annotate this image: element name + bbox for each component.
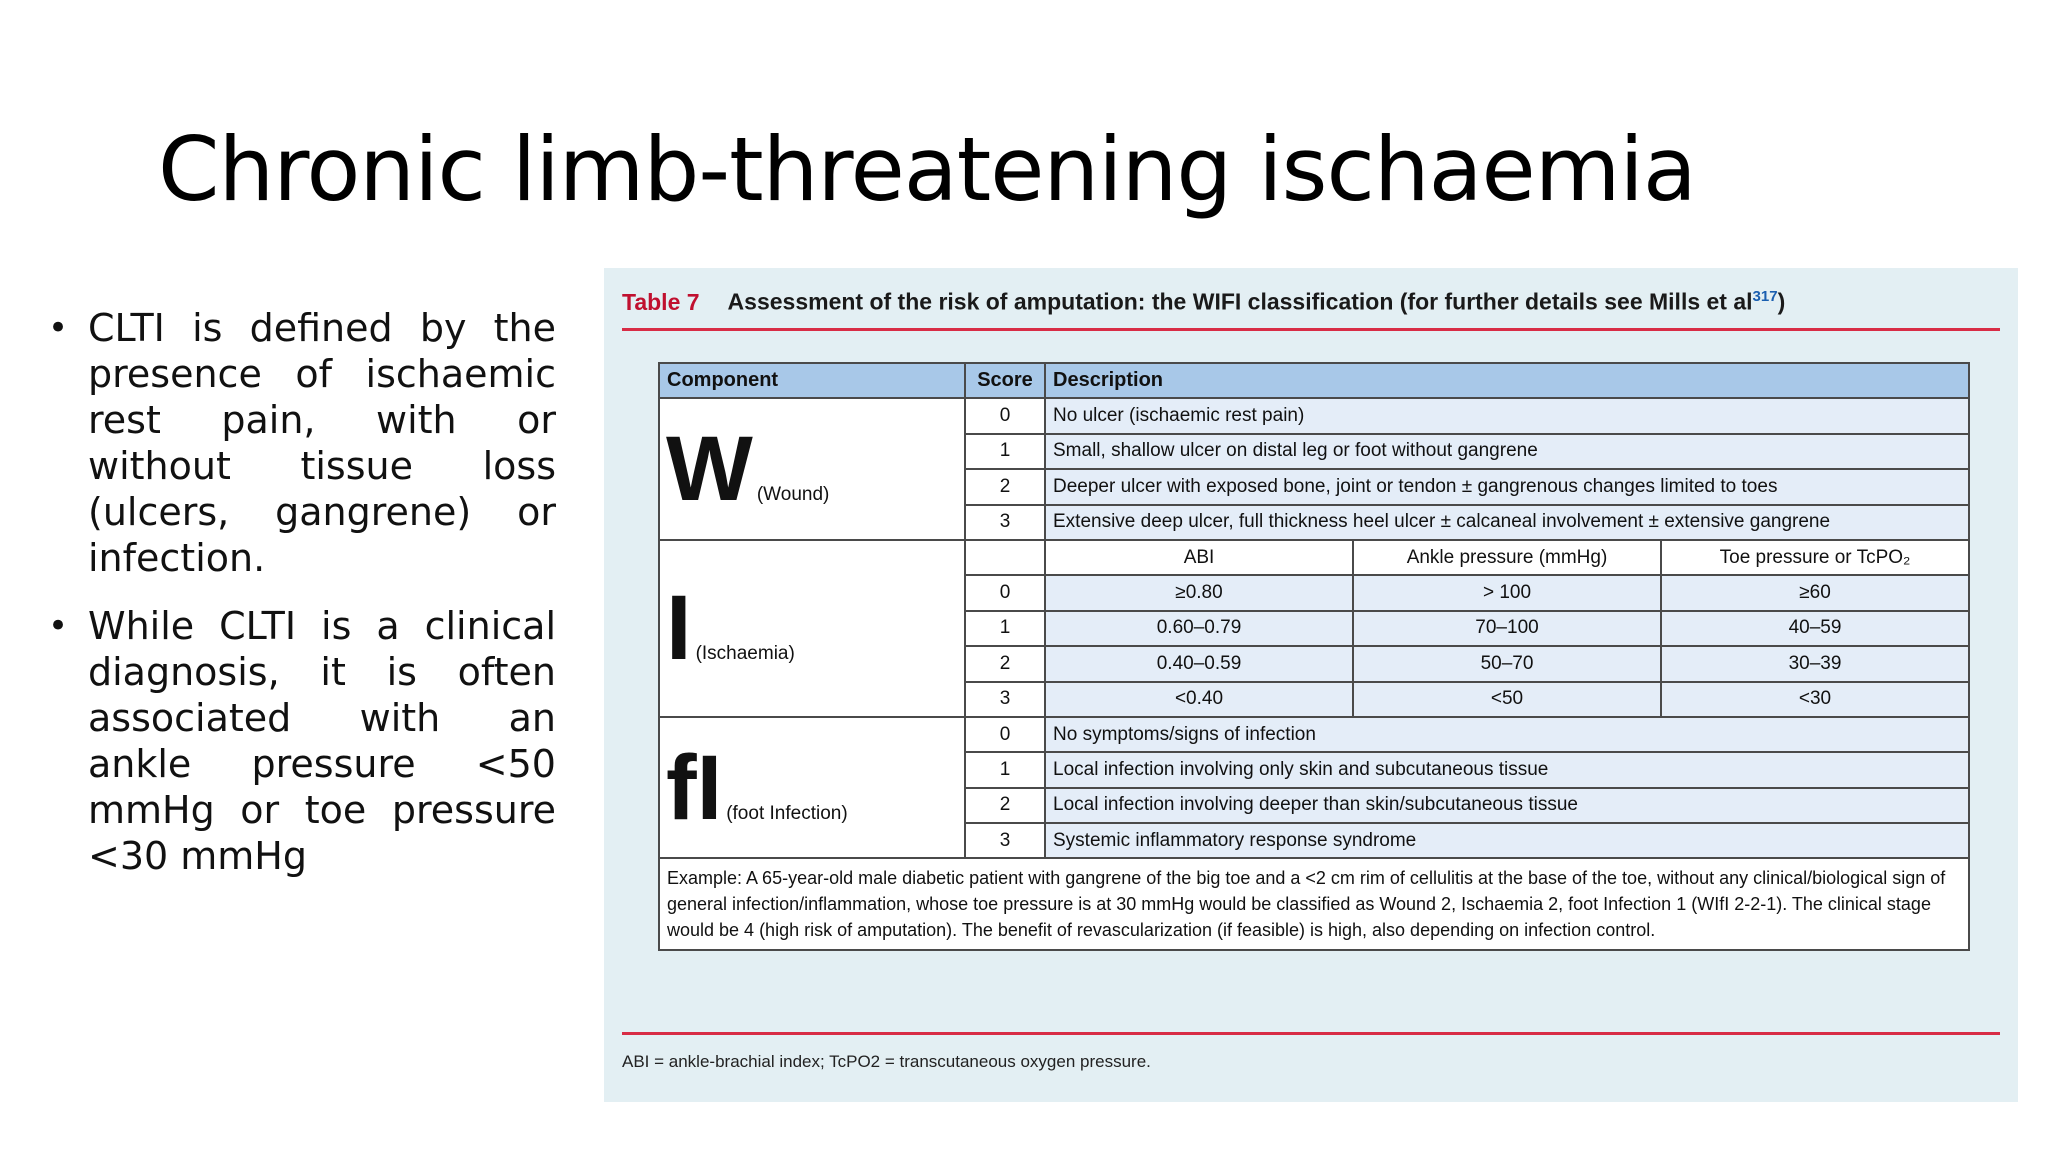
figure-top-rule [622,328,2000,331]
subheader-toe-pressure: Toe pressure or TcPO₂ [1661,540,1969,575]
score-cell: 3 [965,682,1045,717]
subheader-abi: ABI [1045,540,1353,575]
wifi-table [658,362,1970,951]
caption-close: ) [1777,288,1786,315]
score-cell: 2 [965,646,1045,681]
score-cell: 1 [965,434,1045,469]
abi-cell: <0.40 [1045,682,1353,717]
subheader-ankle-pressure: Ankle pressure (mmHg) [1353,540,1661,575]
abi-cell: ≥0.80 [1045,575,1353,610]
score-cell: 2 [965,469,1045,504]
bullet-list [48,305,556,901]
description-cell: No ulcer (ischaemic rest pain) [1045,398,1969,433]
score-cell-empty [965,540,1045,575]
infection-letter: fI [666,736,723,839]
table-header-row [659,363,1969,398]
table-row [659,717,1969,752]
description-cell: No symptoms/signs of infection [1045,717,1969,752]
description-cell: Local infection involving only skin and subcutaneous tissue [1045,752,1969,787]
component-wound [659,398,965,540]
figure-header [622,280,2000,324]
description-cell: Extensive deep ulcer, full thickness heel ulcer ± calcaneal involvement ± extensive gangrene [1045,505,1969,540]
score-cell: 0 [965,717,1045,752]
example-cell: Example: A 65-year-old male diabetic patient with gangrene of the big toe and a <2 cm rim of cellulitis at the base of the toe, without any clinical/biological sign of general infection/inflammation, whose toe pressure is at 30 mmHg would be classified as Wound 2, Ischaemia 2, foot Infection 1 (WIfI 2-2-1). The clinical stage would be 4 (high risk of amputation). The benefit of revascularization (if feasible) is high, also depending on infection control. [659,858,1969,950]
ankle-pressure-cell: 50–70 [1353,646,1661,681]
wifi-table-figure [604,268,2018,1102]
component-foot-infection [659,717,965,859]
figure-label: Table 7 [622,288,700,315]
abi-cell: 0.40–0.59 [1045,646,1353,681]
infection-label: (foot Infection) [726,802,848,824]
component-ischaemia [659,540,965,717]
ankle-pressure-cell: > 100 [1353,575,1661,610]
score-cell: 2 [965,788,1045,823]
ankle-pressure-cell: <50 [1353,682,1661,717]
toe-pressure-cell: ≥60 [1661,575,1969,610]
score-cell: 0 [965,575,1045,610]
bullet-text: While CLTI is a clinical diagnosis, it is often associated with an ankle pressure <50 mmHg or toe pressure <30 mmHg [88,604,556,878]
table-row [659,398,1969,433]
toe-pressure-cell: 30–39 [1661,646,1969,681]
caption-text: Assessment of the risk of amputation: the WIFI classification (for further details see Mills et al [727,288,1753,315]
description-cell: Systemic inflammatory response syndrome [1045,823,1969,858]
score-cell: 1 [965,752,1045,787]
ischaemia-letter: I [666,577,692,680]
figure-footnote: ABI = ankle-brachial index; TcPO2 = transcutaneous oxygen pressure. [622,1052,1151,1071]
slide-title: Chronic limb-threatening ischaemia [158,118,1696,221]
bullet-dot-icon: • [48,606,69,646]
header-score: Score [965,363,1045,398]
bullet-item [48,603,556,879]
description-cell: Local infection involving deeper than skin/subcutaneous tissue [1045,788,1969,823]
bullet-dot-icon: • [48,308,69,348]
example-row [659,858,1969,950]
toe-pressure-cell: 40–59 [1661,611,1969,646]
description-cell: Deeper ulcer with exposed bone, joint or tendon ± gangrenous changes limited to toes [1045,469,1969,504]
score-cell: 1 [965,611,1045,646]
header-component: Component [659,363,965,398]
ischaemia-label: (Ischaemia) [695,643,795,665]
score-cell: 3 [965,823,1045,858]
table-row [659,540,1969,575]
score-cell: 0 [965,398,1045,433]
wound-label: (Wound) [756,484,830,506]
description-cell: Small, shallow ulcer on distal leg or foot without gangrene [1045,434,1969,469]
header-description: Description [1045,363,1969,398]
ankle-pressure-cell: 70–100 [1353,611,1661,646]
abi-cell: 0.60–0.79 [1045,611,1353,646]
figure-caption [728,288,1786,316]
figure-bottom-rule [622,1032,2000,1035]
toe-pressure-cell: <30 [1661,682,1969,717]
bullet-item [48,305,556,581]
bullet-text: CLTI is defined by the presence of ischaemic rest pain, with or without tissue loss (ulcers, gangrene) or infection. [88,306,556,580]
caption-reference: 317 [1752,288,1778,306]
score-cell: 3 [965,505,1045,540]
wound-letter: W [666,418,753,521]
